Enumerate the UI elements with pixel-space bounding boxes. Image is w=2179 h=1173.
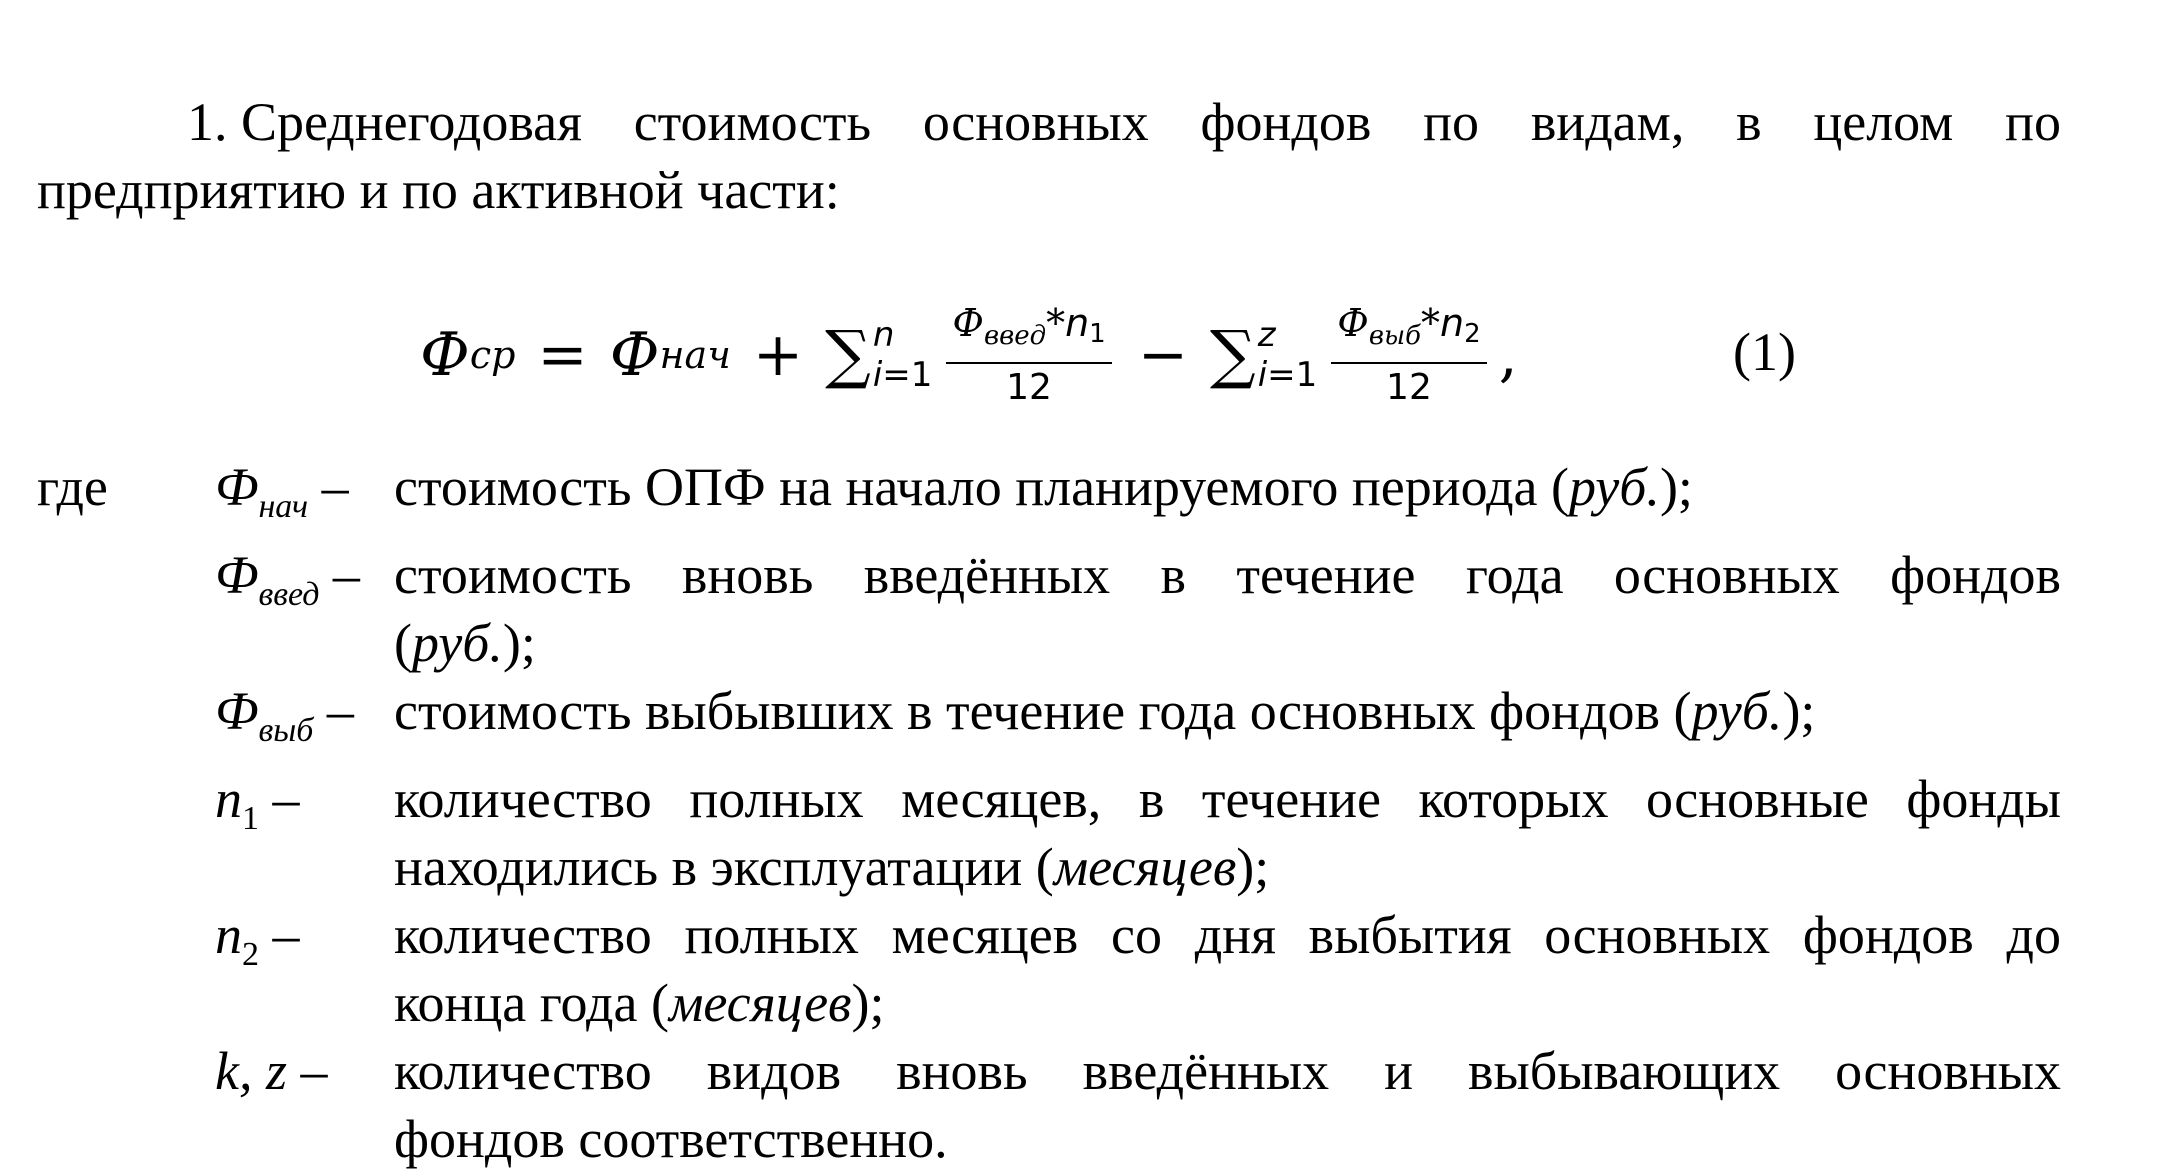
fraction-denominator: 12 bbox=[1386, 366, 1432, 408]
summation-1 bbox=[825, 315, 932, 395]
intro-line-2: предприятию и по активной части: bbox=[37, 160, 840, 220]
definition-text: стоимость вновь введённых в течение года основных фондов (руб.); bbox=[394, 545, 2061, 673]
summation-limits bbox=[1258, 315, 1318, 395]
intro-word: целом bbox=[1813, 92, 1954, 152]
definition-symbol: $n_2$ – bbox=[215, 905, 300, 973]
formula-comma: , bbox=[1498, 320, 1518, 390]
definition-row bbox=[37, 765, 2061, 901]
intro-word: видам, bbox=[1530, 92, 1685, 152]
definition-symbol: k, z – bbox=[215, 1041, 328, 1101]
fraction-numerator: $Ф_{выб}*n2$ bbox=[1331, 299, 1486, 364]
summation-lower: i=1 bbox=[1257, 355, 1318, 395]
definition-text: количество полных месяцев, в течение которых основные фонды находились в эксплуатации (месяцев); bbox=[394, 769, 2061, 897]
where-label: где bbox=[37, 457, 108, 517]
minus-sign: − bbox=[1137, 320, 1188, 390]
fraction-2 bbox=[1331, 299, 1486, 412]
definitions-list bbox=[37, 453, 2061, 1173]
summation-2 bbox=[1210, 315, 1317, 395]
summation-upper: n bbox=[872, 315, 895, 355]
definition-symbol: $Ф_{нач}$ – bbox=[215, 457, 349, 525]
definition-row bbox=[37, 541, 2061, 677]
definition-row bbox=[37, 901, 2061, 1037]
item-number: 1. bbox=[187, 92, 228, 152]
definition-symbol: $n_1$ – bbox=[215, 769, 300, 837]
summation-lower: i=1 bbox=[872, 355, 933, 395]
summation-limits bbox=[873, 315, 933, 395]
fraction-1 bbox=[946, 299, 1111, 412]
definition-text: стоимость выбывших в течение года основных фондов (руб.); bbox=[394, 681, 1816, 741]
formula-lhs-symbol: Ф bbox=[420, 320, 470, 390]
definition-symbol: $Ф_{введ}$ – bbox=[215, 545, 360, 613]
formula-term1-subscript: нач bbox=[659, 333, 731, 377]
formula-lhs-subscript: ср bbox=[469, 333, 516, 377]
definition-symbol: $Ф_{выб}$ – bbox=[215, 681, 354, 749]
formula-term1-symbol: Ф bbox=[609, 320, 660, 390]
intro-word: 1. Среднегодовая bbox=[187, 92, 582, 152]
sigma-symbol: ∑ bbox=[825, 318, 871, 392]
intro-word: основных bbox=[922, 92, 1149, 152]
fraction-denominator: 12 bbox=[1006, 366, 1052, 408]
definition-row bbox=[37, 677, 2061, 765]
summation-upper: z bbox=[1257, 315, 1276, 355]
definition-text: количество полных месяцев со дня выбытия основных фондов до конца года (месяцев); bbox=[394, 905, 2061, 1033]
intro-word: в bbox=[1736, 92, 1762, 152]
definition-text: стоимость ОПФ на начало планируемого периода (руб.); bbox=[394, 457, 1693, 517]
sigma-symbol: ∑ bbox=[1210, 318, 1256, 392]
intro-line-1 bbox=[37, 88, 2061, 156]
definition-row bbox=[37, 1037, 2061, 1173]
intro-word: фондов bbox=[1200, 92, 1372, 152]
fraction-numerator: $Ф_{введ}*n1$ bbox=[946, 299, 1111, 364]
equals-sign: = bbox=[537, 320, 588, 390]
definition-row bbox=[37, 453, 2061, 541]
intro-word: стоимость bbox=[633, 92, 872, 152]
formula bbox=[420, 275, 1518, 435]
intro-word: по bbox=[1423, 92, 1480, 152]
intro-paragraph bbox=[37, 88, 2061, 224]
plus-sign: + bbox=[752, 320, 804, 390]
definition-text: количество видов вновь введённых и выбывающих основных фондов соответственно. bbox=[394, 1041, 2061, 1169]
intro-word: по bbox=[2005, 92, 2061, 152]
equation-number: (1) bbox=[1733, 322, 1796, 382]
